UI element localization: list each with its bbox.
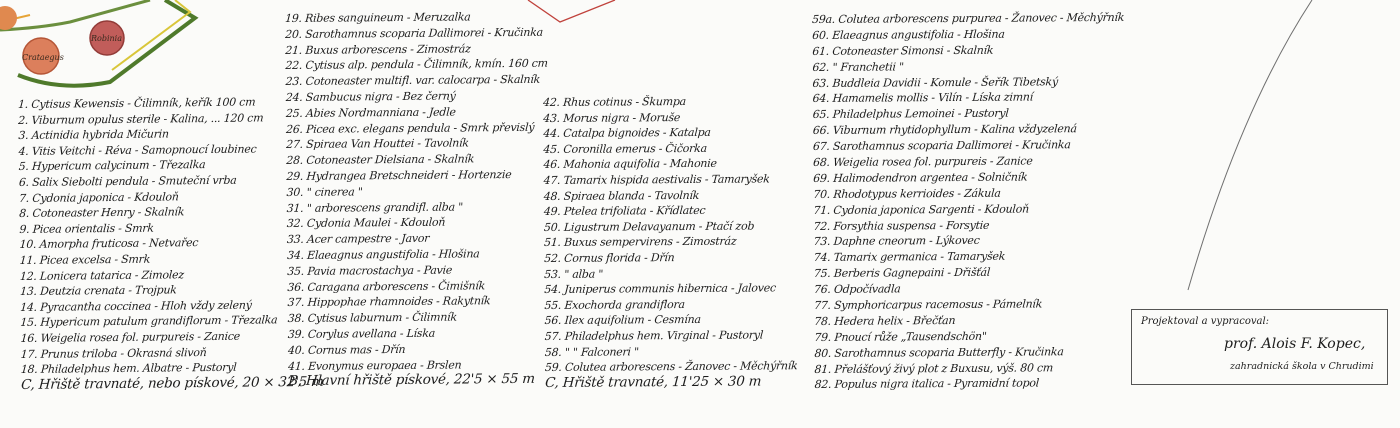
list-item: 66. Viburnum rhytidophyllum - Kalina vždyzelená [812, 122, 1078, 138]
list-item: 17. Prunus triloba - Okrasná slivoň [20, 345, 207, 361]
plant-list-column-1 [18, 94, 324, 393]
list-item: 20. Sarothamnus scoparia Dallimorei - Kručinka [284, 25, 544, 41]
list-item: 78. Hedera helix - Břečťan [813, 313, 956, 328]
list-item: 72. Forsythia suspensa - Forsytie [813, 218, 990, 233]
list-item: 73. Daphne cneorum - Lýkovec [813, 234, 980, 249]
list-item: 67. Sarothamnus scoparia Dallimorei - Kručinka [812, 138, 1072, 154]
list-item: 53. " alba " [543, 267, 604, 281]
list-item: 80. Sarothamnus scoparia Butterfly - Kručinka [814, 344, 1065, 360]
list-item: 40. Cornus mas - Dřín [287, 342, 406, 357]
list-item: 57. Philadelphus hem. Virginal - Pustoryl [544, 328, 764, 343]
list-item: 50. Ligustrum Delavayanum - Ptačí zob [543, 219, 755, 234]
list-item: 61. Cotoneaster Simonsi - Skalník [811, 43, 994, 58]
list-item: 33. Acer campestre - Javor [286, 231, 430, 247]
list-item: 48. Spiraea blanda - Tavolník [543, 188, 700, 203]
curve-line [1188, 0, 1312, 290]
list-item: 47. Tamarix hispida aestivalis - Tamaryšek [543, 172, 771, 187]
list-item: 16. Weigelia rosea fol. purpureis - Zanice [20, 329, 241, 345]
list-item: 24. Sambucus nigra - Bez černý [285, 89, 456, 104]
list-item: 23. Cotoneaster multifl. var. calocarpa - Skalník [285, 72, 541, 89]
list-item: 82. Populus nigra italica - Pyramidní topol [814, 376, 1040, 392]
credit-school: zahradnická škola v Chrudimi [1230, 361, 1374, 372]
list-item: 5. Hypericum calycinum - Třezalka [18, 158, 206, 174]
list-item: 52. Cornus florida - Dřín [543, 251, 675, 265]
list-item: 79. Pnoucí růže „Tausendschön" [813, 329, 988, 344]
list-item: 25. Abies Nordmanniana - Jedle [285, 105, 457, 120]
list-item: 58. " " Falconeri " [544, 344, 640, 359]
list-item: 68. Weigelia rosea fol. purpureis - Zanice [812, 154, 1033, 170]
list-item: 77. Symphoricarpus racemosus - Pámelník [813, 297, 1043, 313]
list-item: 15. Hypericum patulum grandiflorum - Třezalka [19, 313, 278, 330]
list-item: 27. Spiraea Van Houttei - Tavolník [285, 136, 470, 152]
list-item: 35. Pavia macrostachya - Pavie [286, 263, 453, 278]
list-item: 44. Catalpa bignoides - Katalpa [542, 126, 712, 141]
list-item: 14. Pyracantha coccinea - Hloh vždy zelený [19, 298, 253, 314]
list-item: 29. Hydrangea Bretschneideri - Hortenzie [286, 167, 512, 183]
list-item: 10. Amorpha fruticosa - Netvařec [19, 236, 199, 252]
list-item: 39. Corylus avellana - Líska [287, 326, 436, 341]
list-item: 13. Deutzia crenata - Trojpuk [19, 283, 178, 299]
list-item: 60. Elaeagnus angustifolia - Hlošina [811, 27, 1006, 42]
list-item: 30. " cinerea " [286, 185, 363, 199]
list-item: 51. Buxus sempervirens - Zimostráz [543, 234, 737, 250]
list-item: 38. Cytisus laburnum - Čilimník [287, 310, 458, 326]
list-item: 63. Buddleia Davidii - Komule - Šeřík Tibetský [812, 74, 1059, 90]
list-item: 11. Picea excelsa - Smrk [19, 252, 151, 267]
list-item: 41. Evonymus europaea - Brslen [287, 358, 462, 373]
list-item: 7. Cydonia japonica - Kdouloň [18, 189, 180, 205]
list-item: 37. Hippophae rhamnoides - Rakytník [287, 294, 491, 310]
list-item: 21. Buxus arborescens - Zimostráz [284, 41, 471, 57]
crataegus-label: Crataegus [22, 53, 64, 62]
list-item: 42. Rhus cotinus - Škumpa [542, 94, 687, 110]
plant-list-column-3 [543, 93, 798, 391]
list-item: 6. Salix Siebolti pendula - Smuteční vrba [18, 173, 237, 189]
playground-c-note: C, Hřiště travnaté, nebo pískové, 20 × 32'5 m [20, 373, 324, 393]
list-item: 4. Vitis Veitchi - Réva - Samopnoucí loubinec [18, 142, 257, 158]
list-item: 8. Cotoneaster Henry - Skalník [18, 205, 185, 221]
credit-caption: Projektoval a vypracoval: [1141, 316, 1270, 327]
list-item: 34. Elaeagnus angustifolia - Hlošina [286, 247, 480, 262]
list-item: 70. Rhodotypus kerrioides - Zákula [812, 186, 1002, 201]
list-item: 31. " arborescens grandifl. alba " [286, 200, 464, 215]
list-item: 56. Ilex aquifolium - Cesmína [544, 313, 702, 328]
list-item: 45. Coronilla emerus - Čičorka [542, 141, 708, 156]
list-item: 32. Cydonia Maulei - Kdouloň [286, 215, 446, 231]
plant-list-column-2 [285, 9, 551, 390]
list-item: 62. " Franchetii " [812, 60, 905, 74]
list-item: 22. Cytisus alp. pendula - Čilimník, kmín. 160 cm [285, 57, 549, 73]
list-item: 69. Halimodendron argentea - Solničník [812, 170, 1028, 185]
list-item: 81. Přelášťový živý plot z Buxusu, výš. 80 cm [814, 360, 1054, 376]
robinia-label: Robinia [91, 34, 122, 43]
list-item: 2. Viburnum opulus sterile - Kalina, ... 120 cm [17, 111, 264, 127]
list-item: 26. Picea exc. elegans pendula - Smrk převislý [285, 120, 535, 136]
list-item: 59. Colutea arborescens - Žanovec - Měchýřník [544, 359, 798, 375]
plant-list-column-4 [812, 10, 1127, 394]
list-item: 59a. Colutea arborescens purpurea - Žanovec - Měchýřník [811, 10, 1125, 27]
list-item: 18. Philadelphus hem. Albatre - Pustoryl [20, 360, 237, 377]
list-item: 36. Caragana arborescens - Čimišník [287, 278, 486, 294]
list-item: 1. Cytisus Kewensis - Čilimník, keřík 100 cm [17, 95, 256, 112]
author-credit-box [1131, 309, 1388, 385]
playground-b-note: B, Hlavní hřiště pískové, 22'5 × 55 m [287, 371, 536, 390]
map-circle-edge [0, 6, 17, 30]
list-item: 74. Tamarix germanica - Tamaryšek [813, 250, 1006, 265]
list-item: 54. Juniperus communis hibernica - Jalovec [543, 281, 777, 297]
list-item: 28. Cotoneaster Dielsiana - Skalník [285, 152, 475, 168]
list-item: 75. Berberis Gagnepaini - Dřišťál [813, 266, 991, 281]
list-item: 3. Actinidia hybrida Mičurin [18, 127, 170, 143]
list-item: 55. Exochorda grandiflora [544, 297, 686, 312]
playground-c2-note: C, Hřiště travnaté, 11'25 × 30 m [544, 373, 762, 391]
list-item: 12. Lonicera tatarica - Zimolez [19, 267, 185, 283]
list-item: 71. Cydonia japonica Sargenti - Kdouloň [813, 202, 1030, 217]
list-item: 64. Hamamelis mollis - Vilín - Líska zimní [812, 90, 1034, 106]
list-item: 19. Ribes sanguineum - Meruzalka [284, 10, 471, 26]
list-item: 49. Ptelea trifoliata - Křídlatec [543, 204, 706, 219]
credit-author: prof. Alois F. Kopec, [1224, 336, 1366, 352]
list-item: 9. Picea orientalis - Smrk [19, 221, 155, 236]
list-item: 46. Mahonia aquifolia - Mahonie [543, 157, 718, 172]
list-item: 43. Morus nigra - Moruše [542, 110, 681, 125]
list-item: 65. Philadelphus Lemoinei - Pustoryl [812, 106, 1010, 122]
list-item: 76. Odpočívadla [813, 282, 901, 297]
